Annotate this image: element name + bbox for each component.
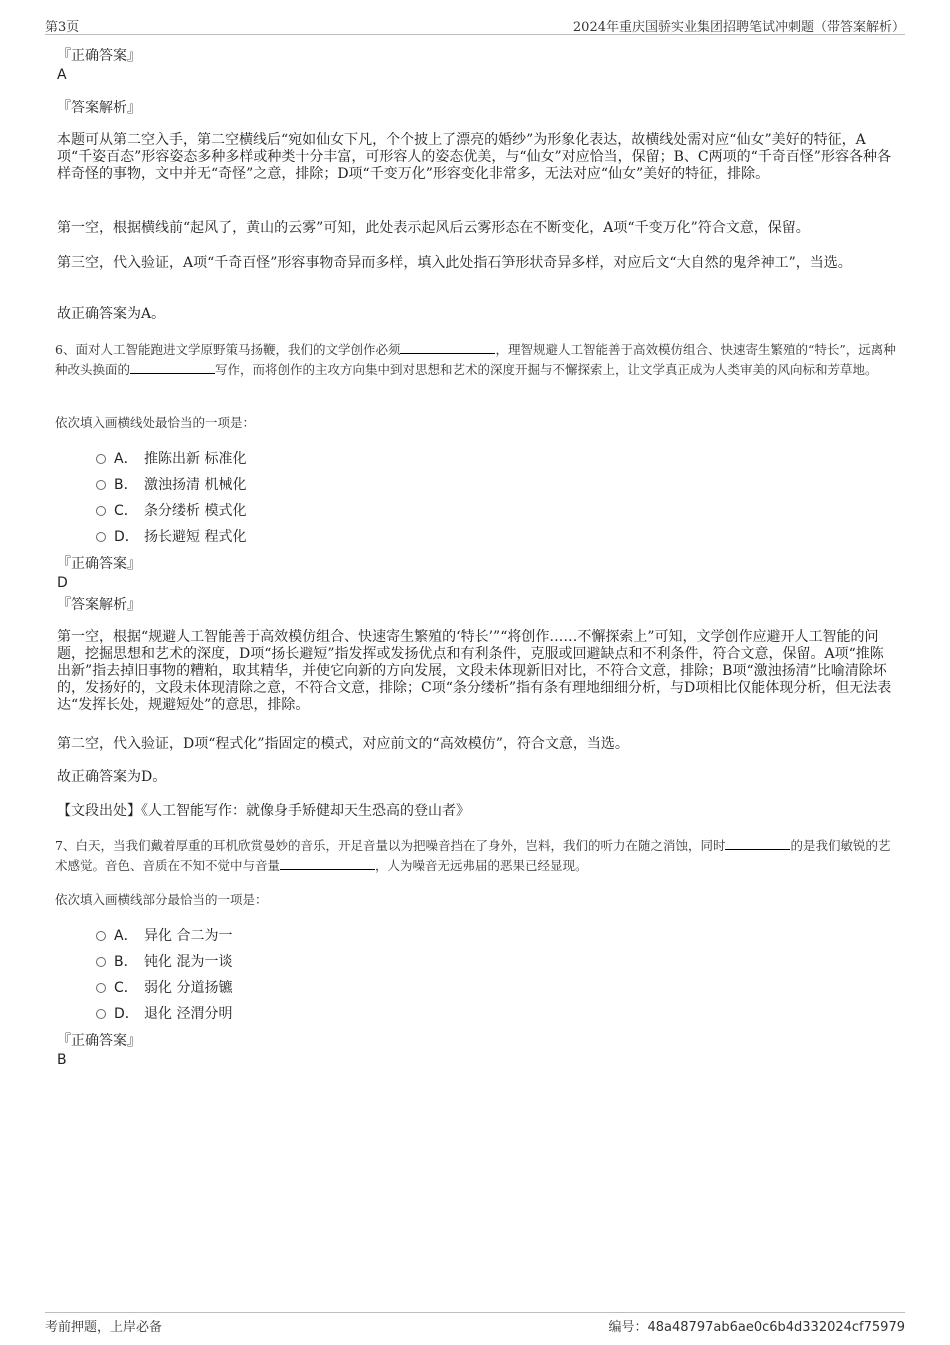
q6-stem-part3: 写作，而将创作的主攻方向集中到对思想和艺术的深度开掘与不懈探索上，让文学真正成为人类审美的风向标和芳草地。 [215, 362, 878, 377]
radio-icon[interactable] [96, 480, 106, 490]
q7-option-c[interactable]: C． 弱化 分道扬镳 [96, 979, 232, 997]
q7-prompt: 依次填入画横线部分最恰当的一项是： [55, 892, 268, 907]
footer-code-label: 编号： [608, 1320, 648, 1335]
q5-analysis-p3: 第三空，代入验证，A项“千奇百怪”形容事物奇异而多样，填入此处指石笋形状奇异多样，对应后文“大自然的鬼斧神工”，当选。 [57, 255, 852, 271]
q6-analysis-p2: 第二空，代入验证，D项“程式化”指固定的模式，对应前文的“高效模仿”，符合文意，当选。 [57, 736, 629, 752]
radio-icon[interactable] [96, 957, 106, 967]
radio-icon[interactable] [96, 532, 106, 542]
q5-analysis-p1: 本题可从第二空入手，第二空横线后“宛如仙女下凡，个个披上了漂亮的婚纱”为形象化表达，故横线处需对应“仙女”美好的特征，A项“千姿百态”形容姿态多种多样或种类十分丰富，可形容人的姿态优美，与“仙女”对应恰当，保留；B、C两项的“千奇百怪”形容各种各样奇怪的事物，文中并无“奇怪”之意，排除；D项“千变万化”形容变化非常多，无法对应“仙女”美好的特征，排除。 [57, 132, 891, 182]
q6-blank-2 [130, 361, 215, 374]
q7-stem-part3: ，人为噪音无远弗届的恶果已经显现。 [375, 858, 588, 873]
q6-option-d[interactable]: D． 扬长避短 程式化 [96, 528, 246, 546]
q6-conclusion: 故正确答案为D。 [57, 769, 167, 785]
q7-option-b[interactable]: B． 钝化 混为一谈 [96, 953, 232, 971]
q5-conclusion: 故正确答案为A。 [57, 306, 166, 322]
q7-blank-2 [280, 857, 375, 870]
q6-blank-1 [400, 341, 495, 354]
q5-analysis-label: 『答案解析』 [57, 100, 141, 116]
radio-icon[interactable] [96, 454, 106, 464]
footer-code-value: 48a48797ab6ae0c6b4d332024cf75979 [647, 1320, 905, 1335]
radio-icon[interactable] [96, 1009, 106, 1019]
q5-answer-label: 『正确答案』 [57, 48, 141, 64]
q6-stem-part1: 6、面对人工智能跑进文学原野策马扬鞭，我们的文学创作必须 [55, 342, 401, 357]
q5-answer: A [57, 67, 67, 83]
q7-option-d[interactable]: D． 退化 泾渭分明 [96, 1005, 232, 1023]
q7-blank-1 [725, 837, 790, 850]
q6-option-b[interactable]: B． 激浊扬清 机械化 [96, 476, 246, 494]
q6-prompt: 依次填入画横线处最恰当的一项是： [55, 415, 256, 430]
q6-option-a[interactable]: A． 推陈出新 标准化 [96, 450, 246, 468]
q6-analysis-p1: 第一空，根据“规避人工智能善于高效模仿组合、快速寄生繁殖的‘特长’”“将创作……不懈探索上”可知，文学创作应避开人工智能的问题，挖掘思想和艺术的深度，D项“扬长避短”指发挥或发扬优点和有利条件，克服或回避缺点和不利条件，符合文意，保留。A项“推陈出新”指去掉旧事物的糟粕，取其精华，并使它向新的方向发展，文段未体现新旧对比，不符合文意，排除；B项“激浊扬清”比喻清除坏的，发扬好的，文段未体现清除之意，不符合文意，排除；C项“条分缕析”指有条有理地细细分析，与D项相比仅能体现分析，但无法表达“发挥长处，规避短处”的意思，排除。 [57, 629, 892, 713]
q6-analysis-label: 『答案解析』 [57, 597, 141, 613]
q7-option-a[interactable]: A． 异化 合二为一 [96, 927, 232, 945]
radio-icon[interactable] [96, 983, 106, 993]
document-title: 2024年重庆国骄实业集团招聘笔试冲刺题（带答案解析） [572, 20, 905, 35]
page-footer [45, 1312, 905, 1335]
q6-stem [55, 340, 897, 380]
footer-slogan: 考前押题，上岸必备 [45, 1320, 163, 1335]
q6-answer-label: 『正确答案』 [57, 556, 141, 572]
q6-option-c[interactable]: C． 条分缕析 模式化 [96, 502, 246, 520]
q7-stem [55, 836, 897, 876]
q7-answer: B [57, 1052, 67, 1068]
q5-analysis-p2: 第一空，根据横线前“起风了，黄山的云雾”可知，此处表示起风后云雾形态在不断变化，A项“千变万化”符合文意，保留。 [57, 220, 810, 236]
q7-stem-part2: 的是我们敏锐的艺术感觉。音色、音质在不知不觉中与音量 [55, 838, 891, 873]
radio-icon[interactable] [96, 506, 106, 516]
q6-stem-part2: ，理智规避人工智能善于高效模仿组合、快速寄生繁殖的“特长”，远离种种改头换面的 [55, 342, 896, 377]
footer-code [608, 1316, 905, 1335]
radio-icon[interactable] [96, 931, 106, 941]
q6-source: 【文段出处】《人工智能写作：就像身手矫健却天生恐高的登山者》 [57, 803, 470, 819]
q6-answer: D [57, 575, 68, 591]
page-header [45, 16, 905, 35]
q7-answer-label: 『正确答案』 [57, 1033, 141, 1049]
page-number: 第3页 [45, 20, 80, 35]
q7-stem-part1: 7、白天，当我们戴着厚重的耳机欣赏曼妙的音乐，开足音量以为把噪音挡在了身外，岂料，我们的听力在随之消蚀，同时 [55, 838, 726, 853]
